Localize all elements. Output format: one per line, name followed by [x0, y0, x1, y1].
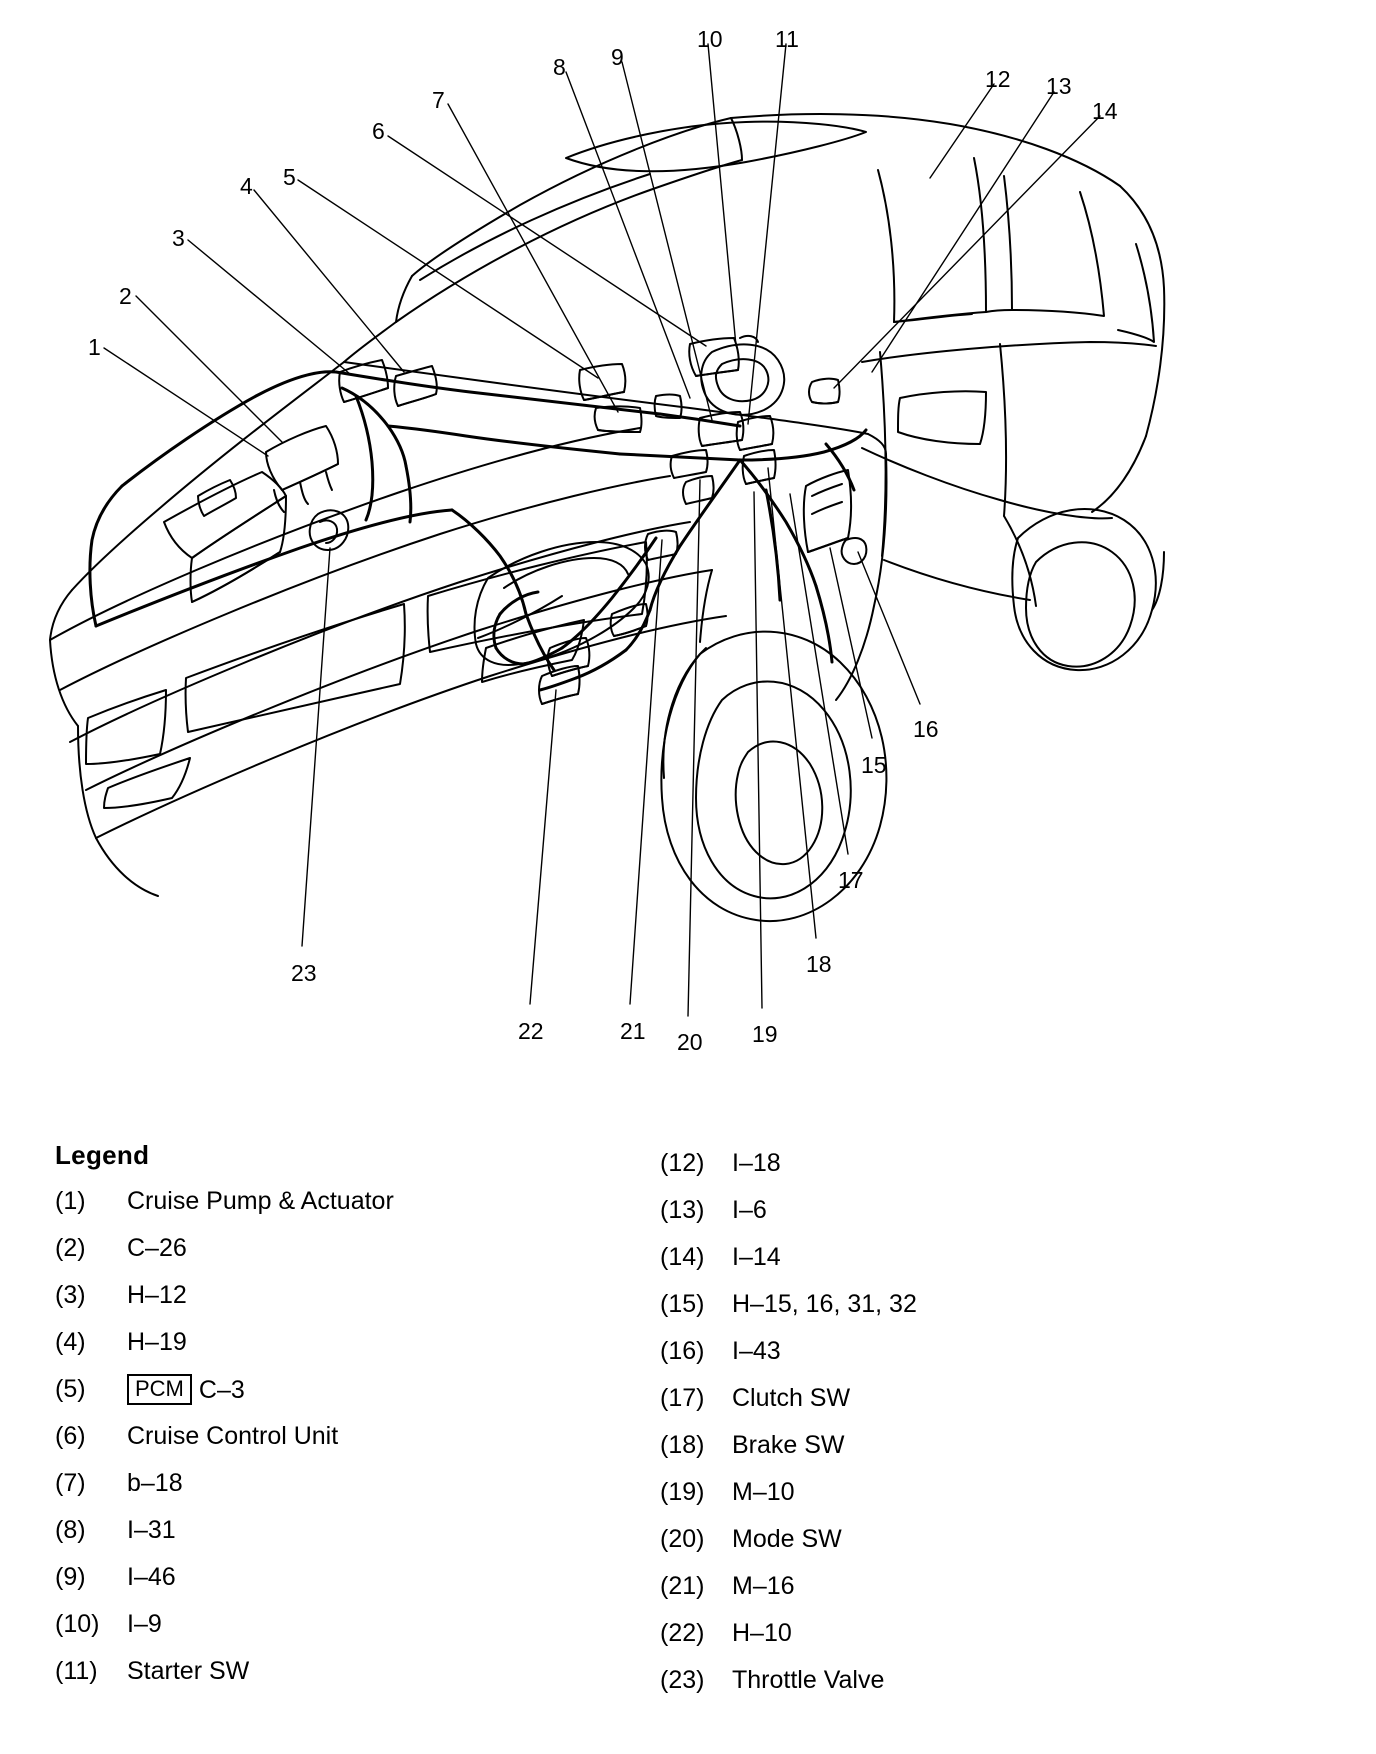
callout-21: 21	[620, 1018, 646, 1044]
pcm-badge: PCM	[127, 1374, 192, 1405]
legend-index: (11)	[55, 1657, 98, 1685]
legend-index: (14)	[660, 1243, 705, 1271]
legend-label: b–18	[127, 1469, 183, 1497]
legend-label: I–14	[732, 1243, 781, 1271]
legend-index: (22)	[660, 1619, 705, 1647]
callout-12: 12	[985, 66, 1011, 92]
legend-label: I–9	[127, 1610, 162, 1638]
callout-8: 8	[553, 54, 566, 80]
callout-11: 11	[775, 26, 799, 52]
legend-index: (10)	[55, 1610, 100, 1638]
legend-index: (4)	[55, 1328, 86, 1356]
legend-item-18	[660, 1422, 1300, 1469]
legend	[0, 1120, 1376, 1754]
legend-item-20	[660, 1516, 1300, 1563]
callout-4: 4	[240, 173, 253, 199]
legend-item-12	[660, 1140, 1300, 1187]
legend-label: H–10	[732, 1619, 792, 1647]
legend-index: (17)	[660, 1384, 705, 1412]
legend-label: H–19	[127, 1328, 187, 1356]
callout-14: 14	[1092, 98, 1118, 124]
legend-index: (21)	[660, 1572, 705, 1600]
legend-label: H–15, 16, 31, 32	[732, 1290, 917, 1318]
callout-23: 23	[291, 960, 317, 986]
legend-index: (8)	[55, 1516, 86, 1544]
legend-column-right	[660, 1140, 1300, 1704]
legend-label: I–6	[732, 1196, 767, 1224]
legend-label: Cruise Control Unit	[127, 1422, 339, 1450]
callout-5: 5	[283, 164, 296, 190]
callout-9: 9	[611, 44, 624, 70]
legend-item-4	[55, 1319, 655, 1366]
legend-item-5	[55, 1366, 655, 1413]
callout-1: 1	[88, 334, 101, 360]
callout-13: 13	[1046, 73, 1072, 99]
legend-item-1	[55, 1178, 655, 1225]
legend-index: (19)	[660, 1478, 705, 1506]
legend-index: (3)	[55, 1281, 86, 1309]
callout-18: 18	[806, 951, 832, 977]
legend-title: Legend	[55, 1140, 150, 1170]
legend-item-9	[55, 1554, 655, 1601]
legend-item-14	[660, 1234, 1300, 1281]
legend-index: (15)	[660, 1290, 705, 1318]
legend-index: (9)	[55, 1563, 86, 1591]
legend-item-6	[55, 1413, 655, 1460]
callout-3: 3	[172, 225, 185, 251]
legend-label	[127, 1367, 655, 1414]
legend-item-3	[55, 1272, 655, 1319]
legend-index: (23)	[660, 1666, 705, 1694]
callout-20: 20	[677, 1029, 703, 1055]
legend-index: (18)	[660, 1431, 705, 1459]
legend-column-left	[55, 1178, 655, 1695]
legend-label: Mode SW	[732, 1525, 842, 1553]
legend-item-19	[660, 1469, 1300, 1516]
legend-label: I–46	[127, 1563, 176, 1591]
legend-label-text: C–3	[198, 1376, 245, 1404]
legend-index: (16)	[660, 1337, 705, 1365]
legend-label: I–31	[127, 1516, 176, 1544]
legend-item-17	[660, 1375, 1300, 1422]
legend-index: (6)	[55, 1422, 86, 1450]
legend-item-23	[660, 1657, 1300, 1704]
callout-22: 22	[518, 1018, 544, 1044]
legend-item-21	[660, 1563, 1300, 1610]
legend-item-16	[660, 1328, 1300, 1375]
callout-19: 19	[752, 1021, 778, 1047]
legend-index: (7)	[55, 1469, 86, 1497]
callout-10: 10	[697, 26, 723, 52]
legend-item-15	[660, 1281, 1300, 1328]
legend-index: (20)	[660, 1525, 705, 1553]
legend-label: C–26	[127, 1234, 187, 1262]
legend-label: M–10	[732, 1478, 795, 1506]
legend-index: (12)	[660, 1149, 705, 1177]
legend-item-8	[55, 1507, 655, 1554]
legend-index: (5)	[55, 1375, 86, 1403]
legend-label: Clutch SW	[732, 1384, 851, 1412]
legend-item-2	[55, 1225, 655, 1272]
legend-label: I–18	[732, 1149, 781, 1177]
callout-15: 15	[861, 752, 887, 778]
legend-label: Brake SW	[732, 1431, 845, 1459]
legend-label: Starter SW	[127, 1657, 250, 1685]
legend-index: (13)	[660, 1196, 705, 1224]
callout-6: 6	[372, 118, 385, 144]
legend-item-22	[660, 1610, 1300, 1657]
legend-item-13	[660, 1187, 1300, 1234]
callout-16: 16	[913, 716, 939, 742]
callout-17: 17	[838, 867, 864, 893]
legend-item-11	[55, 1648, 655, 1695]
legend-label: Throttle Valve	[732, 1666, 885, 1694]
legend-label: M–16	[732, 1572, 795, 1600]
legend-label: Cruise Pump & Actuator	[127, 1187, 394, 1215]
legend-item-7	[55, 1460, 655, 1507]
callout-2: 2	[119, 283, 132, 309]
legend-item-10	[55, 1601, 655, 1648]
legend-label: H–12	[127, 1281, 187, 1309]
legend-index: (2)	[55, 1234, 86, 1262]
legend-label: I–43	[732, 1337, 781, 1365]
callout-7: 7	[432, 87, 445, 113]
legend-index: (1)	[55, 1187, 86, 1215]
